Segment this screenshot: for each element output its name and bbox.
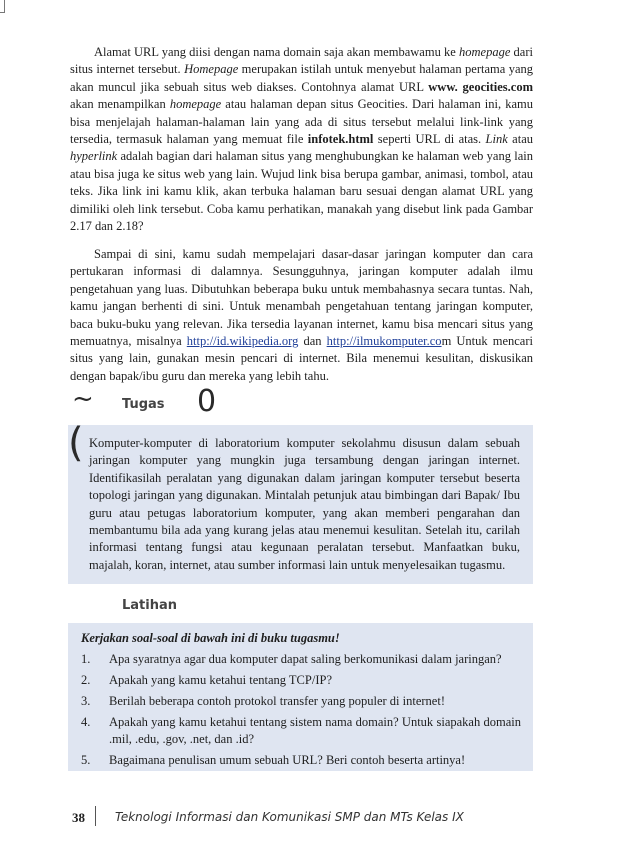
bold-term: www. geocities.com [428, 79, 533, 94]
zero-glyph: 0 [197, 384, 217, 419]
bold-term: infotek.html [307, 132, 374, 147]
footer-divider [95, 806, 96, 826]
italic-term: homepage [169, 97, 222, 112]
text-run: Alamat URL yang diisi dengan nama domain saja akan membawamu ke [94, 45, 459, 59]
text-run: seperti URL di atas. [373, 132, 486, 147]
paragraph-url-homepage [70, 44, 533, 235]
question-item: 1. Apa syaratnya agar dua komputer dapat saling berkomunikasi dalam jaringan? [81, 652, 502, 666]
question-item: 2. Apakah yang kamu ketahui tentang TCP/IP? [81, 673, 332, 687]
italic-term: Link [485, 132, 508, 147]
text-run: dan [298, 334, 327, 349]
question-item: 3. Berilah beberapa contoh protokol transfer yang populer di internet! [81, 694, 445, 708]
italic-term: hyperlink [70, 149, 118, 164]
crop-mark [0, 0, 5, 13]
tugas-text: Komputer-komputer di laboratorium komputer sekolahmu disusun dalam sebuah jaringan komputer yang mungkin juga tersambung dengan jaringan internet. Identifikasilah peralatan yang digunakan dalam jaringan komputer tersebut beserta topologi jaringan yang digunakan. Mintalah petunjuk atau bimbingan dari Bapak/ Ibu guru atau petugas laboratorium komputer, yang akan memberi pengarahan dan membantumu bila ada yang kurang jelas atau menemui kesulitan. Setelah itu, carilah informasi tentang fungsi atau kegunaan peralatan tersebut. Manfaatkan buku, majalah, koran, internet, atau sumber informasi lain untuk menyelesaikan tugasmu. [89, 436, 520, 572]
italic-term: homepage [459, 45, 511, 59]
text-run: akan menampilkan [70, 97, 170, 112]
text-run: atau halaman depan situs Geocities. Dari halaman ini, kamu bisa menjelajah halaman-halaman lain yang ada di situs tersebut melalui link-link yang tersedia, termasuk halaman yang memuat file [70, 97, 533, 147]
tilde-glyph: ~ [72, 384, 94, 414]
parenthesis-glyph: ( [68, 420, 84, 466]
question-item: 4. Apakah yang kamu ketahui tentang sistem nama domain? Untuk siapakah domain .mil, .edu, .gov, .net, dan .id? [81, 715, 521, 747]
url-link[interactable]: http://id.wikipedia.org [186, 334, 299, 349]
book-title: Teknologi Informasi dan Komunikasi SMP dan MTs Kelas IX [115, 810, 464, 824]
question-item: 5. Bagaimana penulisan umum sebuah URL? Beri contoh beserta artinya! [81, 753, 466, 768]
tugas-box [68, 425, 533, 584]
latihan-box [68, 623, 533, 771]
text-run: Sampai di sini, kamu sudah mempelajari dasar-dasar jaringan komputer dan cara pertukaran informasi di dalamnya. Sesungguhnya, jaringan komputer adalah ilmu pengetahuan yang luas. Dibutuhkan beberapa buku untuk membahasnya secara tuntas. Nah, kamu jangan berhenti di sini. Untuk menambah pengetahuan tentang jaringan komputer, baca buku-buku yang relevan. Jika tersedia layanan internet, kamu bisa mencari situs yang memuatnya, misalnya [70, 247, 533, 349]
text-run: merupakan istilah untuk menyebut halaman pertama yang akan muncul jika sebuah situs web diakses. Contohnya alamat URL [70, 62, 533, 94]
text-run: atau [507, 132, 534, 147]
latihan-heading: Latihan [122, 598, 178, 613]
text-run: dari situs internet tersebut. [70, 45, 533, 77]
paragraph-further-study [70, 246, 533, 385]
tugas-heading: Tugas [122, 397, 165, 412]
latihan-question-list [81, 651, 521, 773]
latihan-instruction: Kerjakan soal-soal di bawah ini di buku tugasmu! [81, 631, 340, 645]
page-number: 38 [72, 810, 85, 825]
text-run: m Untuk mencari situs yang lain, gunakan mesin pencari di internet. Bila menemui kesulitan, diskusikan dengan bapak/ibu guru dan mereka yang lebih tahu. [70, 334, 533, 383]
text-run: adalah bagian dari halaman situs yang menghubungkan ke halaman web yang lain atau bisa juga ke situs web yang lain. Wujud link bisa berupa gambar, animasi, tombol, atau teks. Jika link ini kamu klik, akan terbuka halaman baru sesuai dengan alamat URL yang dimiliki oleh link tersebut. Coba kamu perhatikan, manakah yang disebut link pada Gambar 2.17 dan 2.18? [70, 149, 533, 234]
url-link[interactable]: http://ilmukomputer.co [326, 334, 442, 349]
italic-term: Homepage [184, 62, 239, 77]
